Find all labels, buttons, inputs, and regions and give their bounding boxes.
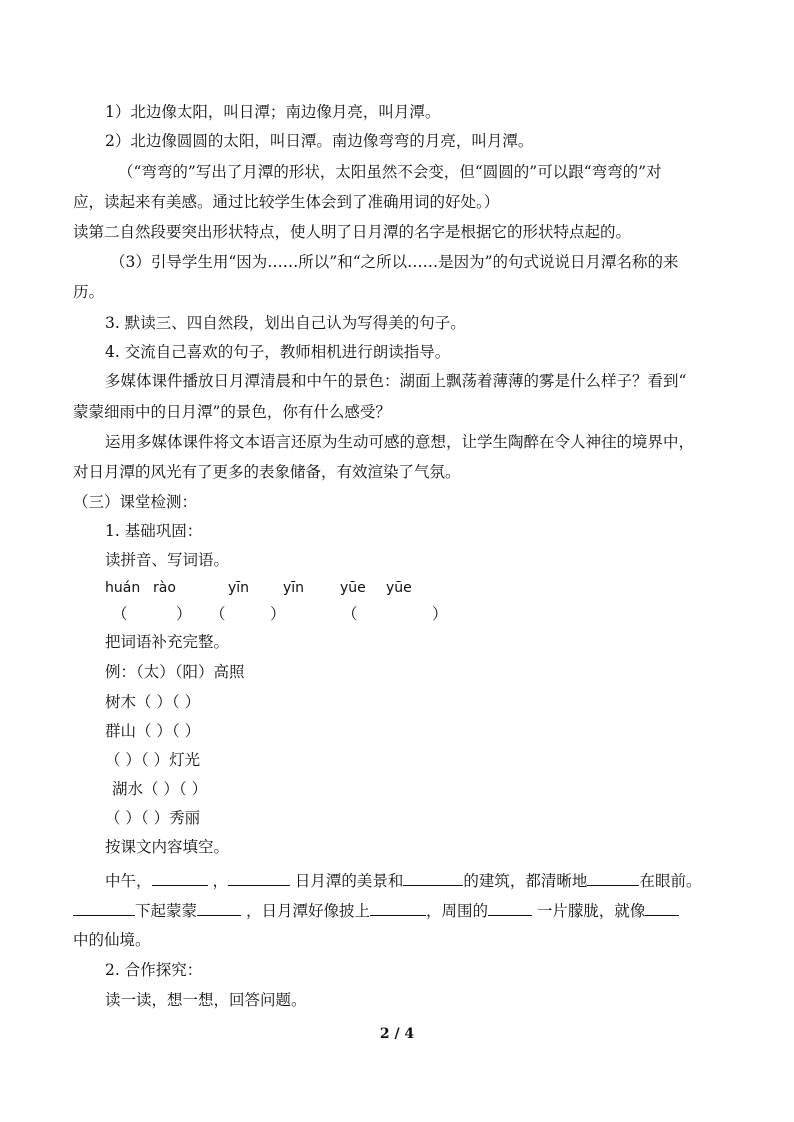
section-heading: （三）课堂检测： [73, 493, 198, 511]
exercise-line: （ ）（ ）秀丽 [105, 809, 201, 827]
text-line: 3. 默读三、四自然段，划出自己认为写得美的句子。 [105, 314, 466, 332]
fill-blank[interactable] [645, 900, 679, 916]
text-line: 4. 交流自己喜欢的句子，教师相机进行朗读指导。 [105, 343, 451, 361]
fill-text: 中午， [105, 872, 152, 890]
exercise-line: 树木（ ）（ ） [105, 693, 201, 711]
text-line: 运用多媒体课件将文本语言还原为生动可感的意想，让学生陶醉在令人神往的境界中， [105, 433, 695, 451]
fill-line: 中的仙境。 [73, 931, 151, 949]
fill-blank[interactable] [228, 870, 290, 886]
fill-text: ，周围的 [425, 902, 488, 920]
answer-paren-close: ） [432, 605, 448, 623]
text-line: 对日月潭的风光有了更多的表象储备，有效渲染了气氛。 [73, 463, 461, 481]
exercise-line: 群山（ ）（ ） [105, 722, 201, 740]
text-line: 应，读起来有美感。通过比较学生体会到了准确用词的好处。） [73, 193, 500, 211]
pinyin: yīn [228, 580, 250, 596]
fill-blank[interactable] [370, 900, 426, 916]
exercise-line: （ ）（ ）灯光 [105, 751, 201, 769]
page-number: 2 / 4 [379, 1026, 415, 1042]
fill-text: ， [212, 872, 228, 890]
fill-text: 一片朦胧，就像 [536, 902, 646, 920]
example-line: 例：（太）（阳）高照 [105, 663, 245, 681]
fill-blank[interactable] [488, 900, 532, 916]
fill-line [73, 900, 679, 921]
fill-blank[interactable] [197, 900, 241, 916]
text-line: 多媒体课件播放日月潭清晨和中午的景色：湖面上飘荡着薄薄的雾是什么样子？看到“ [105, 372, 687, 390]
text-line: 按课文内容填空。 [105, 838, 230, 856]
fill-blank[interactable] [152, 870, 208, 886]
exercise-line: 湖水（ ）（ ） [112, 780, 208, 798]
pinyin: yīn [283, 580, 305, 596]
text-line: 读一读，想一想，回答问题。 [105, 991, 307, 1009]
fill-text: ，日月潭好像披上 [245, 902, 370, 920]
pinyin: yūe [340, 580, 366, 596]
fill-text: 的建筑，都清晰地 [463, 872, 588, 890]
subsection-heading: 1. 基础巩固： [105, 522, 203, 540]
answer-paren-close: ） [176, 605, 192, 623]
pinyin: yūe [386, 580, 412, 596]
fill-text: 下起蒙蒙 [135, 902, 198, 920]
fill-line [105, 870, 701, 891]
answer-paren-open: （ [342, 605, 358, 623]
subsection-heading: 2. 合作探究： [105, 961, 203, 979]
text-line: （3）引导学生用“因为……所以”和“之所以……是因为”的句式说说日月潭名称的来 [110, 253, 679, 271]
text-line: 读第二自然段要突出形状特点，使人明了日月潭的名字是根据它的形状特点起的。 [73, 223, 632, 241]
text-line: （“弯弯的”写出了月潭的形状，太阳虽然不会变，但“圆圆的”可以跟“弯弯的”对 [118, 163, 662, 181]
fill-text: 日月潭的美景和 [294, 872, 404, 890]
fill-blank[interactable] [403, 870, 463, 886]
text-line: 把词语补充完整。 [105, 633, 230, 651]
text-line: 2）北边像圆圆的太阳，叫日潭。南边像弯弯的月亮，叫月潭。 [105, 132, 534, 150]
answer-paren-open: （ [112, 605, 128, 623]
text-line: 读拼音、写词语。 [105, 551, 230, 569]
fill-text: 在眼前。 [639, 872, 702, 890]
answer-paren-close: ） [270, 605, 286, 623]
fill-blank[interactable] [73, 900, 135, 916]
text-line: 历。 [73, 283, 105, 301]
pinyin: huán [105, 580, 141, 596]
answer-paren-open: （ [210, 605, 226, 623]
text-line: 蒙蒙细雨中的日月潭”的景色，你有什么感受？ [73, 403, 391, 421]
fill-blank[interactable] [587, 870, 639, 886]
pinyin: rào [153, 580, 176, 596]
text-line: 1）北边像太阳，叫日潭；南边像月亮，叫月潭。 [105, 103, 441, 121]
